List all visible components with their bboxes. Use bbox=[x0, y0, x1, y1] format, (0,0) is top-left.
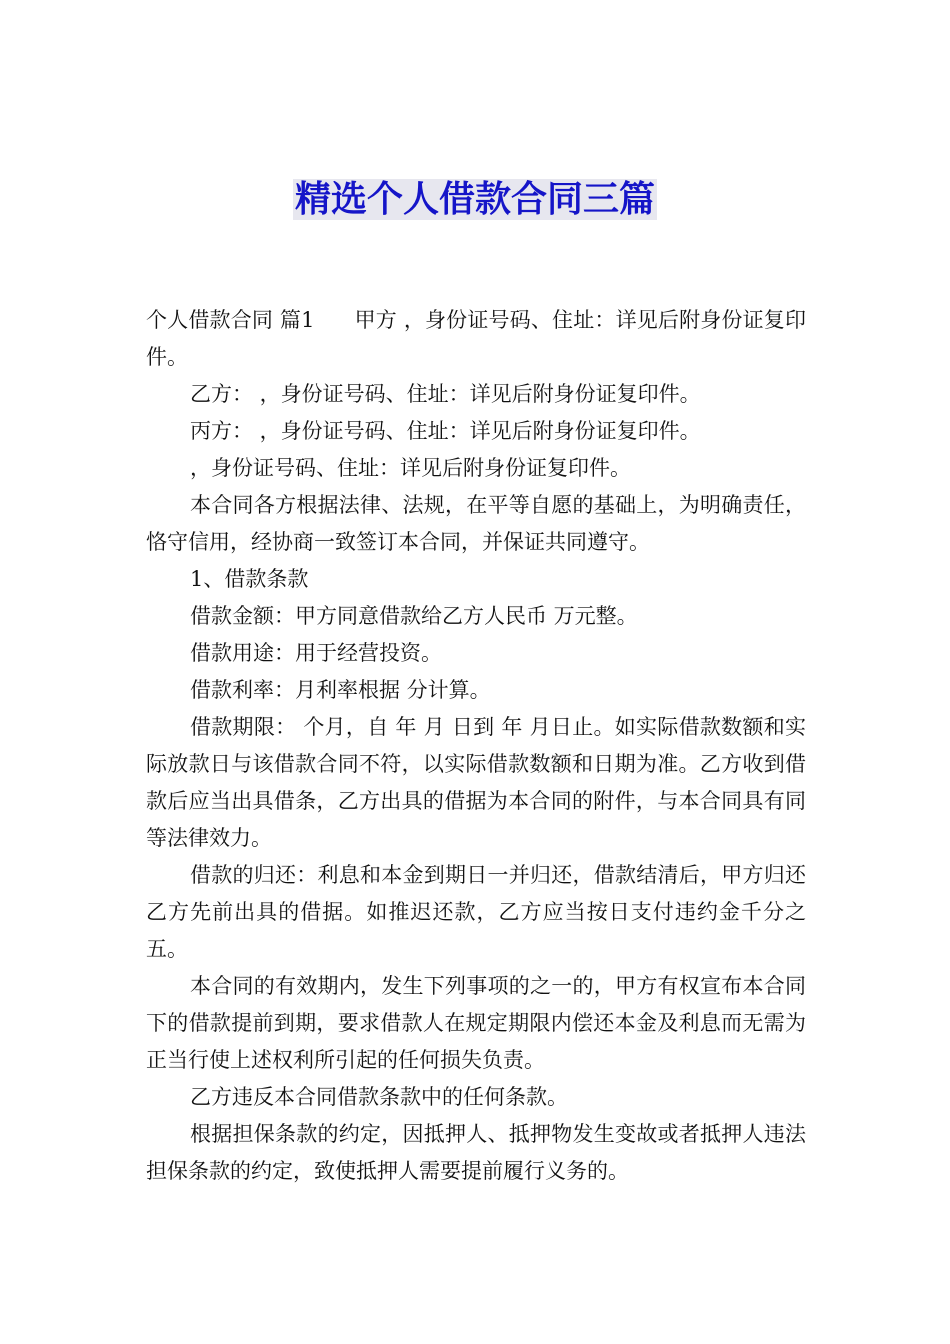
paragraph-loan-term: 借款期限： 个月，自 年 月 日到 年 月日止。如实际借款数额和实际放款日与该借款合同不符，以实际借款数额和日期为准。乙方收到借款后应当出具借条，乙方出具的借据为本合同的附件，与本合同具有同等法律效力。 bbox=[146, 715, 806, 850]
paragraph-acceleration: 本合同的有效期内，发生下列事项的之一的，甲方有权宣布本合同下的借款提前到期，要求借款人在规定期限内偿还本金及利息而无需为正当行使上述权利所引起的任何损失负责。 bbox=[146, 974, 806, 1072]
intro-paragraph bbox=[146, 302, 806, 376]
paragraph-loan-amount: 借款金额：甲方同意借款给乙方人民币 万元整。 bbox=[190, 604, 638, 628]
section-heading-loan-terms: 1、借款条款 bbox=[190, 567, 309, 591]
paragraph-preamble: 本合同各方根据法律、法规，在平等自愿的基础上，为明确责任，恪守信用，经协商一致签订本合同，并保证共同遵守。 bbox=[146, 493, 806, 554]
paragraph-party-b: 乙方： ，身份证号码、住址：详见后附身份证复印件。 bbox=[190, 382, 701, 406]
paragraph-interest-rate: 借款利率：月利率根据 分计算。 bbox=[190, 678, 491, 702]
paragraph-loan-purpose: 借款用途：用于经营投资。 bbox=[190, 641, 442, 665]
contract-heading: 个人借款合同 篇1 bbox=[146, 308, 315, 332]
paragraph-party-d: ，身份证号码、住址：详见后附身份证复印件。 bbox=[190, 456, 631, 480]
document-title bbox=[0, 176, 950, 224]
document-title-text: 精选个人借款合同三篇 bbox=[294, 179, 655, 220]
document-body bbox=[146, 302, 806, 1190]
intro-text: 甲方 ，身份证号码、住址：详见后附身份证复印件。 bbox=[146, 308, 806, 369]
paragraph-party-c: 丙方： ，身份证号码、住址：详见后附身份证复印件。 bbox=[190, 419, 701, 443]
paragraph-guarantee: 根据担保条款的约定，因抵押人、抵押物发生变故或者抵押人违法担保条款的约定，致使抵押人需要提前履行义务的。 bbox=[146, 1122, 806, 1183]
paragraph-breach: 乙方违反本合同借款条款中的任何条款。 bbox=[190, 1085, 568, 1109]
paragraph-repayment: 借款的归还：利息和本金到期日一并归还，借款结清后，甲方归还乙方先前出具的借据。如推迟还款，乙方应当按日支付违约金千分之五。 bbox=[146, 863, 806, 961]
